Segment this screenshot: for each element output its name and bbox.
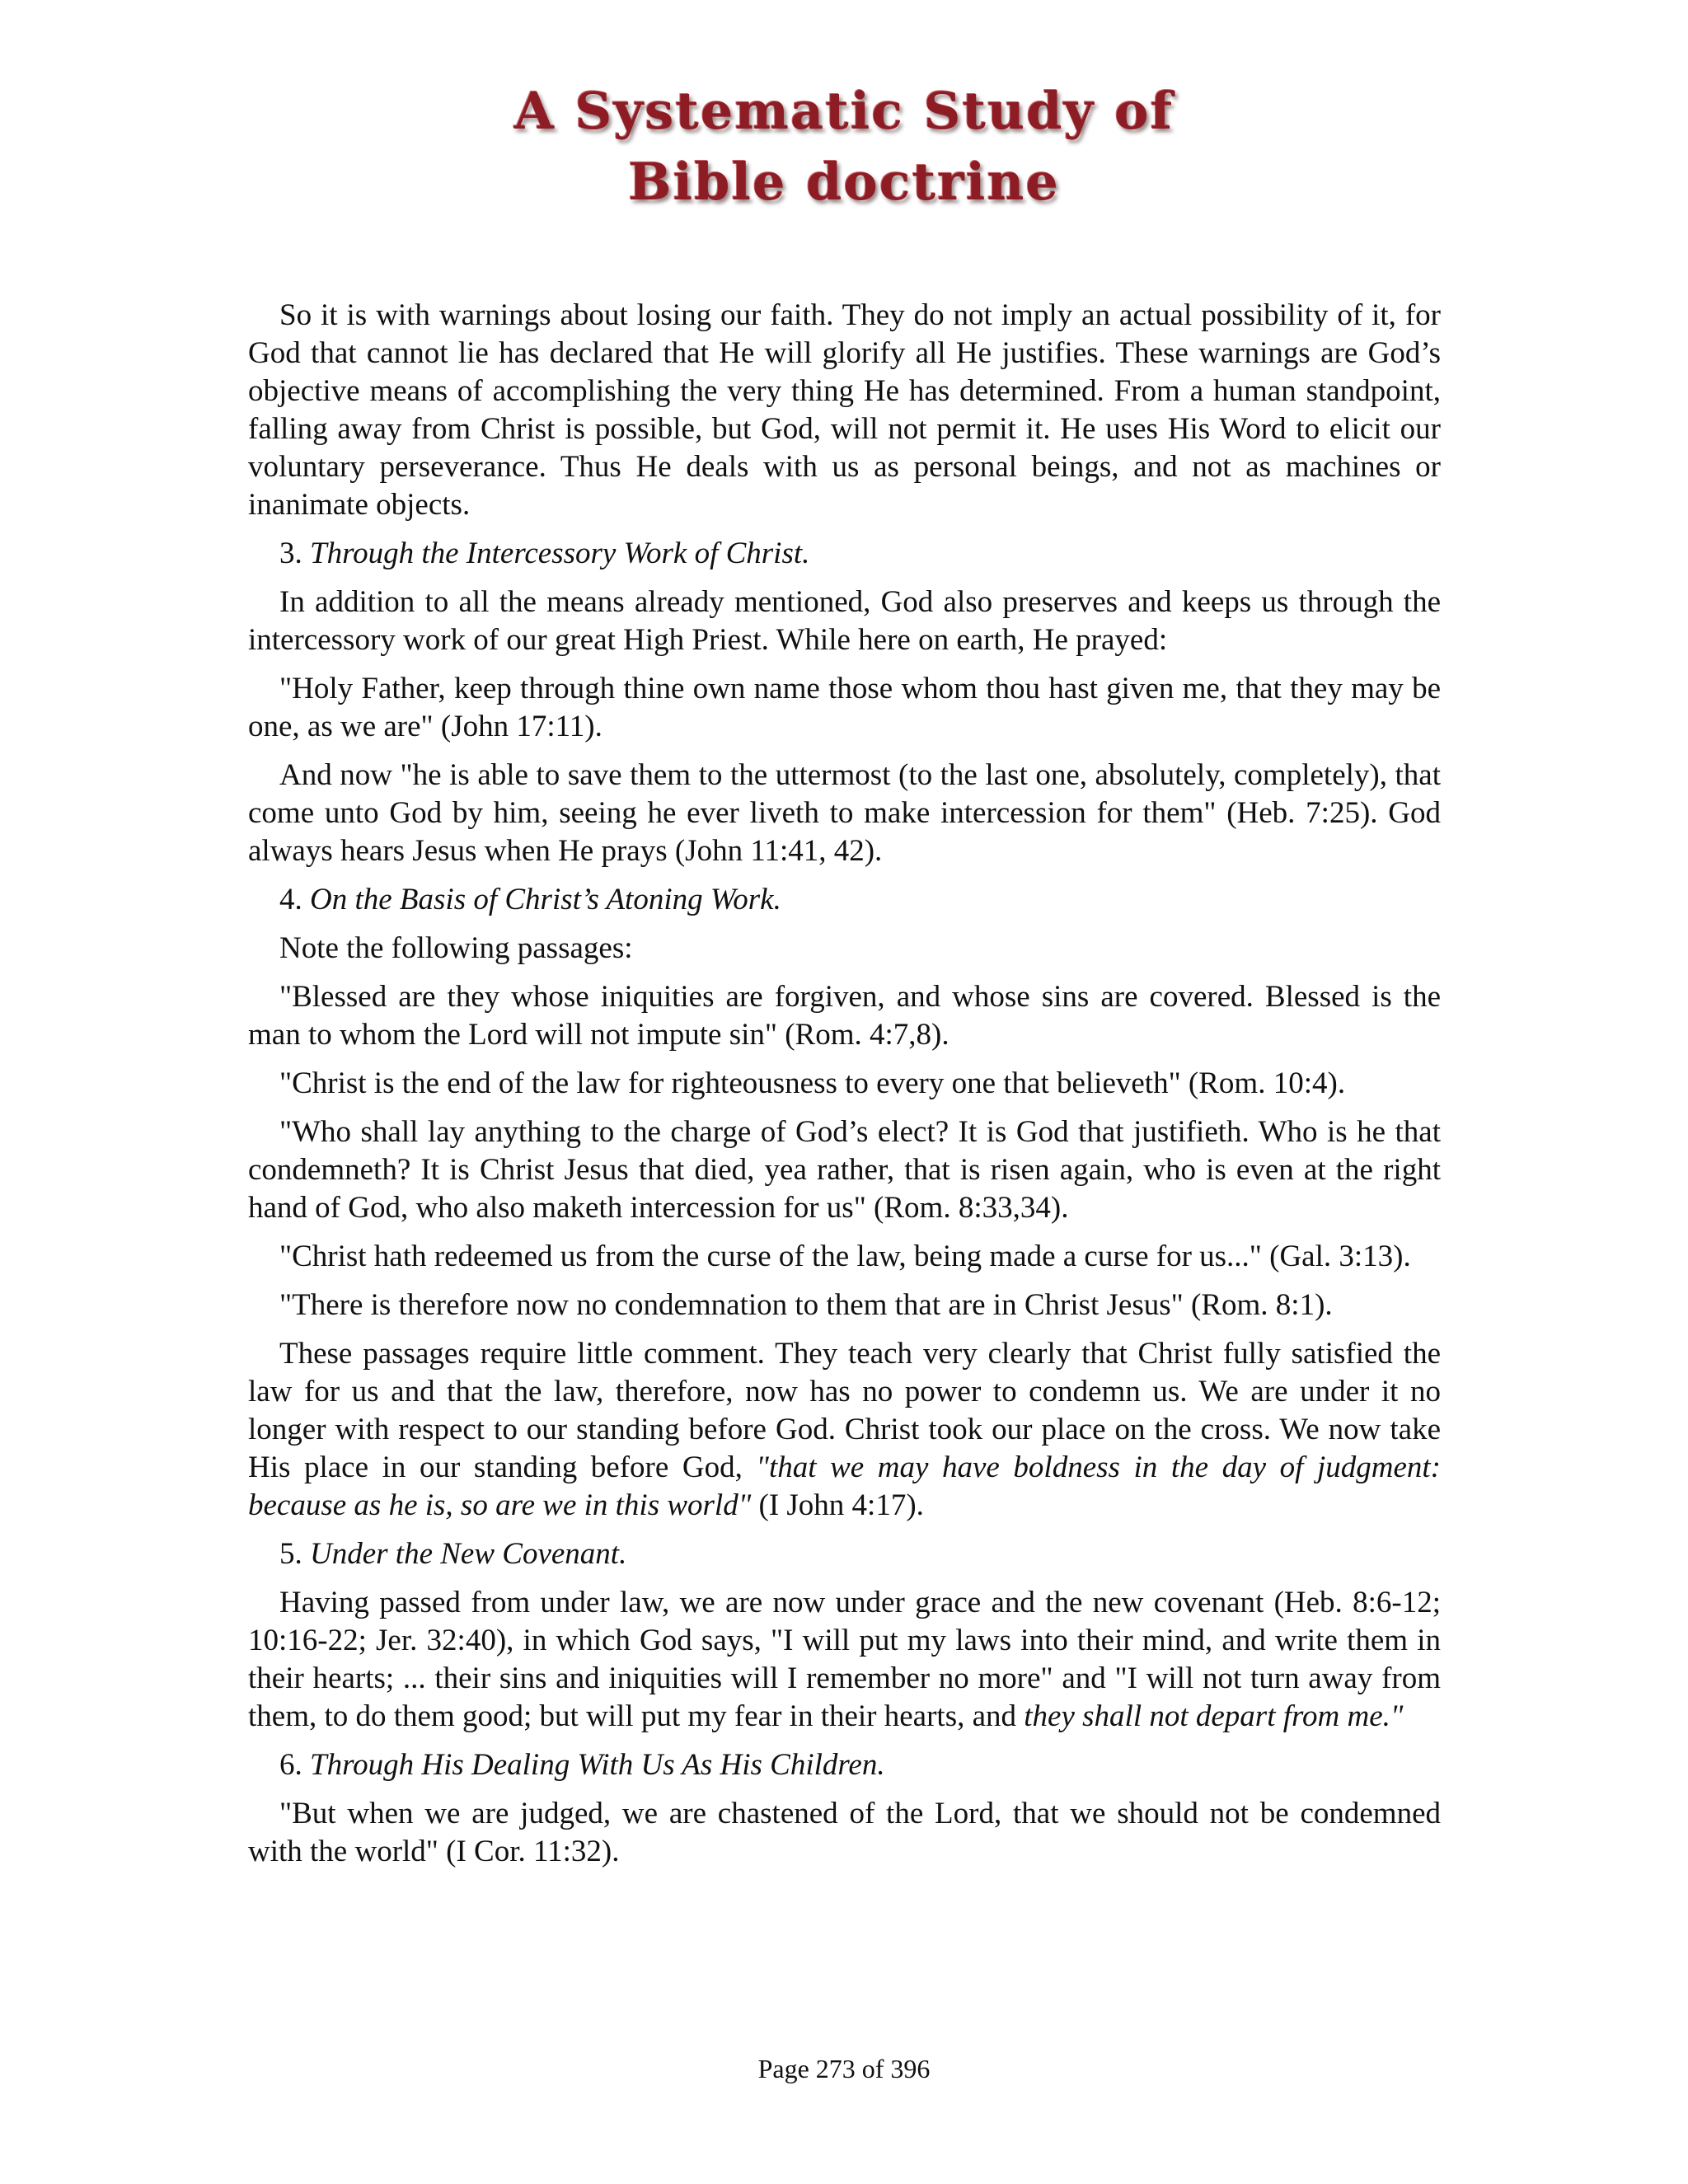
section-number: 6.	[279, 1748, 310, 1782]
paragraph-new-covenant	[248, 1584, 1441, 1736]
italic-quote: they shall not depart from me."	[1024, 1699, 1404, 1733]
quote-rom-8-1: "There is therefore now no condemnation to them that are in Christ Jesus" (Rom. 8:1).	[279, 1288, 1333, 1322]
reference: (I John 4:17).	[751, 1488, 924, 1522]
paragraph-intercessory: In addition to all the means already mentioned, God also preserves and keeps us through the intercessory work of our great High Priest. While here on earth, He prayed:	[248, 585, 1441, 657]
paragraph-heb-7-25: And now "he is able to save them to the uttermost (to the last one, absolutely, completely), that come unto God by him, seeing he ever liveth to make intercession for them" (Heb. 7:25). God always hears Jesus when He prays (John 11:41, 42).	[248, 758, 1441, 868]
section-number: 4.	[279, 883, 310, 916]
paragraph-note-passages: Note the following passages:	[279, 931, 633, 965]
section-title: Through the Intercessory Work of Christ.	[310, 537, 810, 570]
section-heading-6	[248, 1746, 1441, 1784]
section-heading-5	[248, 1535, 1441, 1573]
quote-rom-4-7: "Blessed are they whose iniquities are forgiven, and whose sins are covered. Blessed is the man to whom the Lord will not impute sin" (Rom. 4:7,8).	[248, 980, 1441, 1052]
quote-gal-3-13: "Christ hath redeemed us from the curse of the law, being made a curse for us..." (Gal. 3:13).	[279, 1240, 1411, 1273]
paragraph-text: These passages require little comment. They teach very clearly that Christ fully satisfied the law for us and that the law, therefore, now has no power to condemn us. We are under it no longer with respect to our standing before God. Christ took our place on the cross. We now take His place in our standing before God,	[248, 1337, 1441, 1484]
italic-quote: "that we may have boldness in the day of judgment: because as he is, so are we in this world"	[248, 1451, 1441, 1522]
section-title: Under the New Covenant.	[310, 1537, 627, 1571]
section-number: 3.	[279, 537, 310, 570]
title-banner	[462, 76, 1226, 241]
section-number: 5.	[279, 1537, 310, 1571]
section-title: On the Basis of Christ’s Atoning Work.	[310, 883, 781, 916]
section-heading-4	[248, 881, 1441, 919]
quote-john-17-11: "Holy Father, keep through thine own name those whom thou hast given me, that they may be one, as we are" (John 17:11).	[248, 672, 1441, 743]
quote-rom-10-4: "Christ is the end of the law for righteousness to every one that believeth" (Rom. 10:4).	[279, 1066, 1346, 1100]
banner-title-line-2: Bible doctrine	[628, 152, 1060, 212]
page-body	[248, 297, 1441, 1882]
section-heading-3	[248, 535, 1441, 573]
section-title: Through His Dealing With Us As His Children.	[310, 1748, 885, 1782]
paragraph-comment	[248, 1335, 1441, 1525]
quote-1-cor-11-32: "But when we are judged, we are chastened of the Lord, that we should not be condemned with the world" (I Cor. 11:32).	[248, 1797, 1441, 1868]
page-number-footer: Page 273 of 396	[757, 2054, 931, 2083]
banner-title-line-1: A Systematic Study of	[513, 81, 1175, 141]
paragraph-text: Having passed from under law, we are now under grace and the new covenant (Heb. 8:6-12; 10:16-22; Jer. 32:40), in which God says, "I will put my laws into their mind, and write them in their hearts; ... their sins and iniquities will I remember no more" and "I will not turn away from them, to do them good; but will put my fear in their hearts, and	[248, 1586, 1441, 1733]
quote-rom-8-33: "Who shall lay anything to the charge of God’s elect? It is God that justifieth. Who is he that condemneth? It is Christ Jesus that died, yea rather, that is risen again, who is even at the right hand of God, who also maketh intercession for us" (Rom. 8:33,34).	[248, 1115, 1441, 1225]
paragraph-warnings: So it is with warnings about losing our faith. They do not imply an actual possibility of it, for God that cannot lie has declared that He will glorify all He justifies. These warnings are God’s objective means of accomplishing the very thing He has determined. From a human standpoint, falling away from Christ is possible, but God, will not permit it. He uses His Word to elicit our voluntary perseverance. Thus He deals with us as personal beings, and not as machines or inanimate objects.	[248, 298, 1441, 522]
